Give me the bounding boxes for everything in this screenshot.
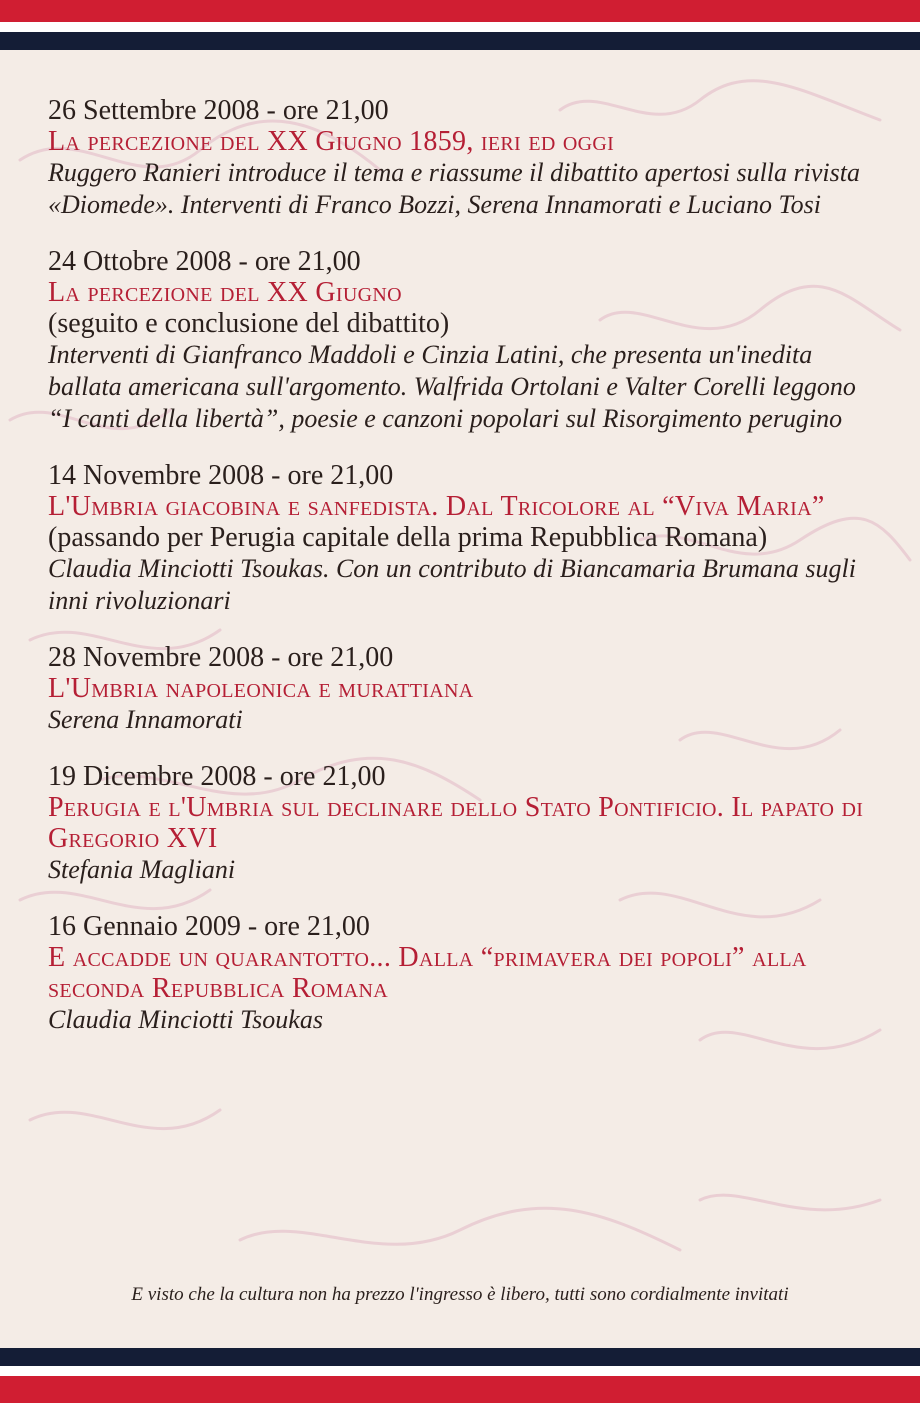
event-description: Claudia Minciotti Tsoukas. Con un contributo di Biancamaria Brumana sugli inni rivoluzionari xyxy=(48,554,856,615)
event-title: L'Umbria napoleonica e murattiana xyxy=(48,673,474,704)
event-entry xyxy=(48,461,878,617)
event-description: Interventi di Gianfranco Maddoli e Cinzia Latini, che presenta un'inedita ballata americana sull'argomento. Walfrida Ortolani e Valter Corelli leggono “I canti della libertà”, poesie e canzoni popolari sul Risorgimento perugino xyxy=(48,340,856,433)
event-date: 14 Novembre 2008 - ore 21,00 xyxy=(48,460,394,491)
event-entry xyxy=(48,762,878,886)
event-title: Perugia e l'Umbria sul declinare dello Stato Pontificio. Il papato di Gregorio XVI xyxy=(48,792,864,854)
event-entry xyxy=(48,643,878,736)
event-date: 24 Ottobre 2008 - ore 21,00 xyxy=(48,246,361,277)
event-date: 19 Dicembre 2008 - ore 21,00 xyxy=(48,761,386,792)
event-date: 26 Settembre 2008 - ore 21,00 xyxy=(48,95,389,126)
bottom-tricolor-band xyxy=(0,1348,920,1403)
event-title: La percezione del XX Giugno xyxy=(48,277,402,308)
top-tricolor-band xyxy=(0,0,920,50)
event-description: Claudia Minciotti Tsoukas xyxy=(48,1005,323,1034)
event-title: E accadde un quarantotto... Dalla “primavera dei popoli” alla seconda Repubblica Romana xyxy=(48,942,807,1004)
event-title: La percezione del XX Giugno 1859, ieri ed oggi xyxy=(48,126,615,157)
footer-invitation: E visto che la cultura non ha prezzo l'ingresso è libero, tutti sono cordialmente invitati xyxy=(131,1284,789,1305)
event-note: (seguito e conclusione del dibattito) xyxy=(48,308,450,339)
event-date: 16 Gennaio 2009 - ore 21,00 xyxy=(48,911,370,942)
event-entry xyxy=(48,912,878,1036)
event-program xyxy=(48,96,878,1062)
event-date: 28 Novembre 2008 - ore 21,00 xyxy=(48,642,394,673)
event-entry xyxy=(48,96,878,221)
event-description: Serena Innamorati xyxy=(48,705,243,734)
event-description: Ruggero Ranieri introduce il tema e riassume il dibattito apertosi sulla rivista «Diomede». Interventi di Franco Bozzi, Serena Innamorati e Luciano Tosi xyxy=(48,158,860,219)
event-entry xyxy=(48,247,878,435)
event-note: (passando per Perugia capitale della prima Repubblica Romana) xyxy=(48,522,768,553)
event-description: Stefania Magliani xyxy=(48,855,236,884)
event-title: L'Umbria giacobina e sanfedista. Dal Tricolore al “Viva Maria” xyxy=(48,491,825,522)
